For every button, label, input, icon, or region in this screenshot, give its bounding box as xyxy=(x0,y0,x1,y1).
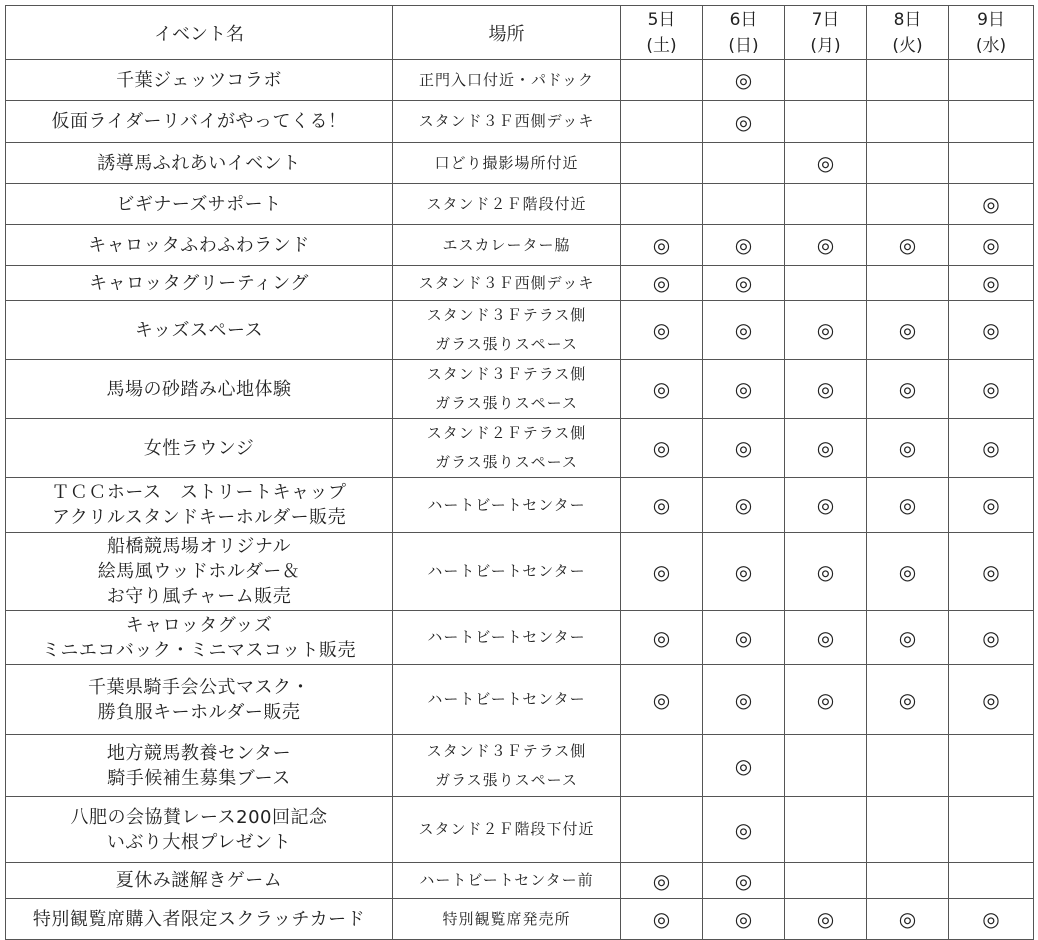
place-line: スタンド３Ｆ西側デッキ xyxy=(418,112,595,130)
double-circle-mark: ◎ xyxy=(652,559,671,584)
schedule-mark-cell xyxy=(703,60,785,101)
table-row xyxy=(6,225,1034,266)
header-day xyxy=(703,6,785,60)
double-circle-mark: ◎ xyxy=(982,377,1000,401)
double-circle-mark: ◎ xyxy=(898,436,917,460)
event-name-cell xyxy=(6,360,393,419)
place-line: ハートビートセンター xyxy=(427,628,586,646)
double-circle-mark: ◎ xyxy=(734,436,753,460)
event-name-line: 船橋競馬場オリジナル xyxy=(106,536,292,557)
place-line: ガラス張りスペース xyxy=(435,453,578,471)
double-circle-mark: ◎ xyxy=(652,907,671,931)
event-name-cell xyxy=(6,419,393,478)
event-name-cell xyxy=(6,863,393,899)
double-circle-mark: ◎ xyxy=(982,271,1000,295)
place-cell xyxy=(393,797,621,863)
double-circle-mark: ◎ xyxy=(734,687,753,712)
double-circle-mark: ◎ xyxy=(734,271,753,295)
double-circle-mark: ◎ xyxy=(816,151,835,175)
table-row xyxy=(6,899,1034,940)
double-circle-mark: ◎ xyxy=(982,192,1000,216)
double-circle-mark: ◎ xyxy=(734,817,753,842)
schedule-empty-cell xyxy=(785,735,867,797)
schedule-mark-cell xyxy=(949,665,1034,735)
place-line: エスカレーター脇 xyxy=(442,235,571,254)
double-circle-mark: ◎ xyxy=(652,271,671,295)
schedule-mark-cell xyxy=(703,478,785,533)
header-day-weekday: (水) xyxy=(975,35,1007,56)
double-circle-mark: ◎ xyxy=(982,436,1000,460)
schedule-empty-cell xyxy=(703,143,785,184)
header-day-weekday: (日) xyxy=(728,35,759,56)
schedule-mark-cell xyxy=(949,301,1034,360)
double-circle-mark: ◎ xyxy=(652,625,671,650)
event-name-cell xyxy=(6,301,393,360)
double-circle-mark: ◎ xyxy=(734,559,753,584)
event-schedule-table xyxy=(5,5,1034,940)
place-line: スタンド２Ｆ階段下付近 xyxy=(418,820,595,838)
schedule-empty-cell xyxy=(621,60,703,101)
schedule-mark-cell xyxy=(785,301,867,360)
event-name-cell xyxy=(6,797,393,863)
schedule-empty-cell xyxy=(785,60,867,101)
schedule-mark-cell xyxy=(867,419,949,478)
double-circle-mark: ◎ xyxy=(816,625,835,650)
header-day-date: 7日 xyxy=(811,9,840,30)
double-circle-mark: ◎ xyxy=(734,493,753,517)
place-line: スタンド３Ｆテラス側 xyxy=(426,306,587,324)
schedule-mark-cell xyxy=(621,478,703,533)
schedule-mark-cell xyxy=(949,419,1034,478)
schedule-mark-cell xyxy=(949,184,1034,225)
schedule-mark-cell xyxy=(703,533,785,611)
schedule-mark-cell xyxy=(703,735,785,797)
schedule-mark-cell xyxy=(949,533,1034,611)
schedule-empty-cell xyxy=(867,266,949,301)
table-row xyxy=(6,266,1034,301)
double-circle-mark: ◎ xyxy=(652,687,671,712)
place-cell xyxy=(393,101,621,143)
event-name-line: いぶり大根プレゼント xyxy=(106,831,292,853)
double-circle-mark: ◎ xyxy=(982,493,1000,517)
table-row xyxy=(6,301,1034,360)
table-row xyxy=(6,797,1034,863)
place-cell xyxy=(393,266,621,301)
event-name-line: キャロッタふわふわランド xyxy=(88,234,310,256)
double-circle-mark: ◎ xyxy=(734,753,753,778)
schedule-mark-cell xyxy=(867,225,949,266)
event-name-line: 夏休み謎解きゲーム xyxy=(115,870,283,891)
event-name-line: 勝負服キーホルダー販売 xyxy=(97,701,301,723)
place-line: スタンド２Ｆテラス側 xyxy=(426,424,587,442)
schedule-empty-cell xyxy=(785,863,867,899)
schedule-mark-cell xyxy=(703,266,785,301)
schedule-empty-cell xyxy=(785,101,867,143)
place-cell xyxy=(393,863,621,899)
place-line: スタンド２Ｆ階段付近 xyxy=(426,194,587,213)
place-line: ガラス張りスペース xyxy=(435,335,578,353)
double-circle-mark: ◎ xyxy=(734,377,753,401)
event-name-cell xyxy=(6,184,393,225)
double-circle-mark: ◎ xyxy=(982,907,1000,931)
header-day xyxy=(867,6,949,60)
schedule-mark-cell xyxy=(949,478,1034,533)
event-name-line: ビギナーズサポート xyxy=(116,193,282,215)
place-line: スタンド３Ｆテラス側 xyxy=(426,365,587,383)
schedule-mark-cell xyxy=(621,863,703,899)
schedule-empty-cell xyxy=(867,60,949,101)
place-cell xyxy=(393,665,621,735)
place-line: ハートビートセンター xyxy=(427,562,586,580)
schedule-mark-cell xyxy=(867,360,949,419)
table-row xyxy=(6,184,1034,225)
double-circle-mark: ◎ xyxy=(898,559,917,584)
schedule-empty-cell xyxy=(867,863,949,899)
schedule-mark-cell xyxy=(785,533,867,611)
schedule-empty-cell xyxy=(867,735,949,797)
event-name-line: 八肥の会協賛レース200回記念 xyxy=(70,806,328,828)
header-day-date: 6日 xyxy=(729,9,758,30)
event-name-cell xyxy=(6,735,393,797)
place-cell xyxy=(393,611,621,665)
schedule-mark-cell xyxy=(703,797,785,863)
schedule-mark-cell xyxy=(867,899,949,940)
schedule-empty-cell xyxy=(621,143,703,184)
double-circle-mark: ◎ xyxy=(734,318,753,342)
table-row xyxy=(6,533,1034,611)
schedule-mark-cell xyxy=(621,611,703,665)
place-line: ガラス張りスペース xyxy=(435,394,578,412)
schedule-mark-cell xyxy=(621,266,703,301)
schedule-mark-cell xyxy=(867,301,949,360)
schedule-empty-cell xyxy=(867,101,949,143)
schedule-mark-cell xyxy=(703,301,785,360)
double-circle-mark: ◎ xyxy=(652,436,671,460)
schedule-mark-cell xyxy=(621,665,703,735)
double-circle-mark: ◎ xyxy=(734,109,753,134)
double-circle-mark: ◎ xyxy=(734,68,753,92)
schedule-mark-cell xyxy=(785,143,867,184)
double-circle-mark: ◎ xyxy=(982,318,1000,342)
schedule-mark-cell xyxy=(785,360,867,419)
place-line: スタンド３Ｆテラス側 xyxy=(426,741,587,760)
place-cell xyxy=(393,360,621,419)
event-name-cell xyxy=(6,225,393,266)
double-circle-mark: ◎ xyxy=(652,377,671,401)
double-circle-mark: ◎ xyxy=(816,687,835,712)
header-day-date: 8日 xyxy=(893,9,922,30)
schedule-mark-cell xyxy=(703,101,785,143)
header-day-date: 5日 xyxy=(647,9,676,30)
schedule-empty-cell xyxy=(867,143,949,184)
schedule-mark-cell xyxy=(949,225,1034,266)
schedule-mark-cell xyxy=(949,360,1034,419)
double-circle-mark: ◎ xyxy=(898,625,917,650)
header-day xyxy=(785,6,867,60)
event-name-cell xyxy=(6,611,393,665)
event-name-cell xyxy=(6,143,393,184)
event-name-line: キャロッタグリーティング xyxy=(89,272,309,294)
event-name-cell xyxy=(6,266,393,301)
place-cell xyxy=(393,419,621,478)
schedule-mark-cell xyxy=(703,419,785,478)
double-circle-mark: ◎ xyxy=(734,233,753,257)
table-row xyxy=(6,60,1034,101)
event-name-line: 馬場の砂踏み心地体験 xyxy=(106,378,292,400)
schedule-mark-cell xyxy=(621,360,703,419)
double-circle-mark: ◎ xyxy=(652,318,671,342)
table-row xyxy=(6,735,1034,797)
double-circle-mark: ◎ xyxy=(898,493,917,517)
double-circle-mark: ◎ xyxy=(898,377,917,401)
double-circle-mark: ◎ xyxy=(734,907,753,931)
double-circle-mark: ◎ xyxy=(816,318,835,342)
place-line: 口どり撮影場所付近 xyxy=(434,153,579,172)
event-name-line: 騎手候補生募集ブース xyxy=(107,767,291,789)
event-name-line: 絵馬風ウッドホルダー＆ xyxy=(97,561,301,582)
place-line: 特別観覧席発売所 xyxy=(442,909,571,928)
schedule-mark-cell xyxy=(867,533,949,611)
schedule-mark-cell xyxy=(785,665,867,735)
schedule-empty-cell xyxy=(949,797,1034,863)
schedule-mark-cell xyxy=(867,665,949,735)
double-circle-mark: ◎ xyxy=(982,687,1000,712)
schedule-mark-cell xyxy=(621,225,703,266)
place-cell xyxy=(393,735,621,797)
place-cell xyxy=(393,301,621,360)
event-name-cell xyxy=(6,899,393,940)
place-cell xyxy=(393,184,621,225)
place-line: ハートビートセンター xyxy=(427,495,586,514)
schedule-empty-cell xyxy=(785,266,867,301)
double-circle-mark: ◎ xyxy=(734,868,753,893)
event-name-cell xyxy=(6,533,393,611)
event-name-line: キッズスペース xyxy=(134,319,264,341)
header-day xyxy=(621,6,703,60)
place-line: スタンド３Ｆ西側デッキ xyxy=(418,273,595,292)
schedule-empty-cell xyxy=(867,184,949,225)
place-line: ハートビートセンター前 xyxy=(419,871,594,889)
table-row xyxy=(6,478,1034,533)
event-name-line: ミニエコバック・ミニマスコット販売 xyxy=(41,639,357,661)
schedule-empty-cell xyxy=(785,797,867,863)
table-row xyxy=(6,665,1034,735)
double-circle-mark: ◎ xyxy=(652,868,671,893)
schedule-mark-cell xyxy=(785,899,867,940)
event-name-line: アクリルスタンドキーホルダー販売 xyxy=(51,507,347,528)
place-cell xyxy=(393,899,621,940)
schedule-mark-cell xyxy=(703,665,785,735)
header-day-date: 9日 xyxy=(977,9,1005,30)
double-circle-mark: ◎ xyxy=(982,559,1000,584)
table-row xyxy=(6,360,1034,419)
event-name-line: キャロッタグッズ xyxy=(125,614,273,636)
place-cell xyxy=(393,60,621,101)
schedule-mark-cell xyxy=(621,533,703,611)
schedule-mark-cell xyxy=(949,899,1034,940)
schedule-empty-cell xyxy=(621,797,703,863)
schedule-mark-cell xyxy=(621,899,703,940)
event-name-cell xyxy=(6,478,393,533)
header-event-name: イベント名 xyxy=(6,6,393,60)
double-circle-mark: ◎ xyxy=(652,493,671,517)
event-name-line: 女性ラウンジ xyxy=(143,437,255,459)
table-row xyxy=(6,101,1034,143)
place-line: ハートビートセンター xyxy=(427,690,586,708)
schedule-mark-cell xyxy=(703,225,785,266)
schedule-mark-cell xyxy=(785,225,867,266)
place-cell xyxy=(393,478,621,533)
event-name-line: ＴＣＣホース ストリートキャップ xyxy=(51,482,347,503)
event-name-line: 千葉県騎手会公式マスク・ xyxy=(88,676,310,698)
place-cell xyxy=(393,533,621,611)
schedule-mark-cell xyxy=(785,611,867,665)
schedule-mark-cell xyxy=(621,419,703,478)
place-line: 正門入口付近・パドック xyxy=(418,70,595,89)
double-circle-mark: ◎ xyxy=(652,233,671,257)
schedule-empty-cell xyxy=(621,184,703,225)
schedule-mark-cell xyxy=(785,478,867,533)
double-circle-mark: ◎ xyxy=(898,687,917,712)
schedule-empty-cell xyxy=(621,101,703,143)
double-circle-mark: ◎ xyxy=(816,559,835,584)
schedule-mark-cell xyxy=(703,360,785,419)
event-name-cell xyxy=(6,60,393,101)
schedule-mark-cell xyxy=(949,266,1034,301)
double-circle-mark: ◎ xyxy=(816,907,835,931)
table-row xyxy=(6,611,1034,665)
table-row xyxy=(6,419,1034,478)
schedule-mark-cell xyxy=(703,863,785,899)
event-name-cell xyxy=(6,665,393,735)
event-name-line: 特別観覧席購入者限定スクラッチカード xyxy=(32,908,366,930)
header-day xyxy=(949,6,1034,60)
schedule-empty-cell xyxy=(949,101,1034,143)
table-row xyxy=(6,863,1034,899)
event-name-line: 千葉ジェッツコラボ xyxy=(116,69,282,91)
schedule-mark-cell xyxy=(621,301,703,360)
event-name-line: 誘導馬ふれあいイベント xyxy=(97,152,301,174)
header-day-weekday: (土) xyxy=(646,35,677,56)
schedule-empty-cell xyxy=(703,184,785,225)
header-day-weekday: (月) xyxy=(810,35,841,56)
schedule-empty-cell xyxy=(621,735,703,797)
schedule-mark-cell xyxy=(867,611,949,665)
event-name-line: お守り風チャーム販売 xyxy=(106,586,292,607)
event-name-line: 地方競馬教養センター xyxy=(106,742,292,764)
schedule-empty-cell xyxy=(949,863,1034,899)
double-circle-mark: ◎ xyxy=(816,493,835,517)
schedule-empty-cell xyxy=(949,143,1034,184)
header-day-weekday: (火) xyxy=(892,35,923,56)
place-cell xyxy=(393,225,621,266)
header-place: 場所 xyxy=(393,6,621,60)
schedule-empty-cell xyxy=(949,735,1034,797)
schedule-mark-cell xyxy=(867,478,949,533)
double-circle-mark: ◎ xyxy=(898,318,917,342)
double-circle-mark: ◎ xyxy=(982,625,1000,650)
schedule-mark-cell xyxy=(785,419,867,478)
double-circle-mark: ◎ xyxy=(816,233,835,257)
double-circle-mark: ◎ xyxy=(898,907,917,931)
double-circle-mark: ◎ xyxy=(982,233,1000,257)
place-line: ガラス張りスペース xyxy=(435,770,578,789)
double-circle-mark: ◎ xyxy=(734,625,753,650)
double-circle-mark: ◎ xyxy=(816,436,835,460)
schedule-mark-cell xyxy=(703,899,785,940)
event-name-line: 仮面ライダーリバイがやってくる！ xyxy=(51,111,347,132)
event-name-cell xyxy=(6,101,393,143)
table-row xyxy=(6,143,1034,184)
schedule-mark-cell xyxy=(949,611,1034,665)
double-circle-mark: ◎ xyxy=(898,233,917,257)
double-circle-mark: ◎ xyxy=(816,377,835,401)
header-row xyxy=(6,6,1034,60)
place-cell xyxy=(393,143,621,184)
schedule-empty-cell xyxy=(949,60,1034,101)
schedule-empty-cell xyxy=(867,797,949,863)
schedule-mark-cell xyxy=(703,611,785,665)
schedule-empty-cell xyxy=(785,184,867,225)
table-body xyxy=(6,60,1034,940)
